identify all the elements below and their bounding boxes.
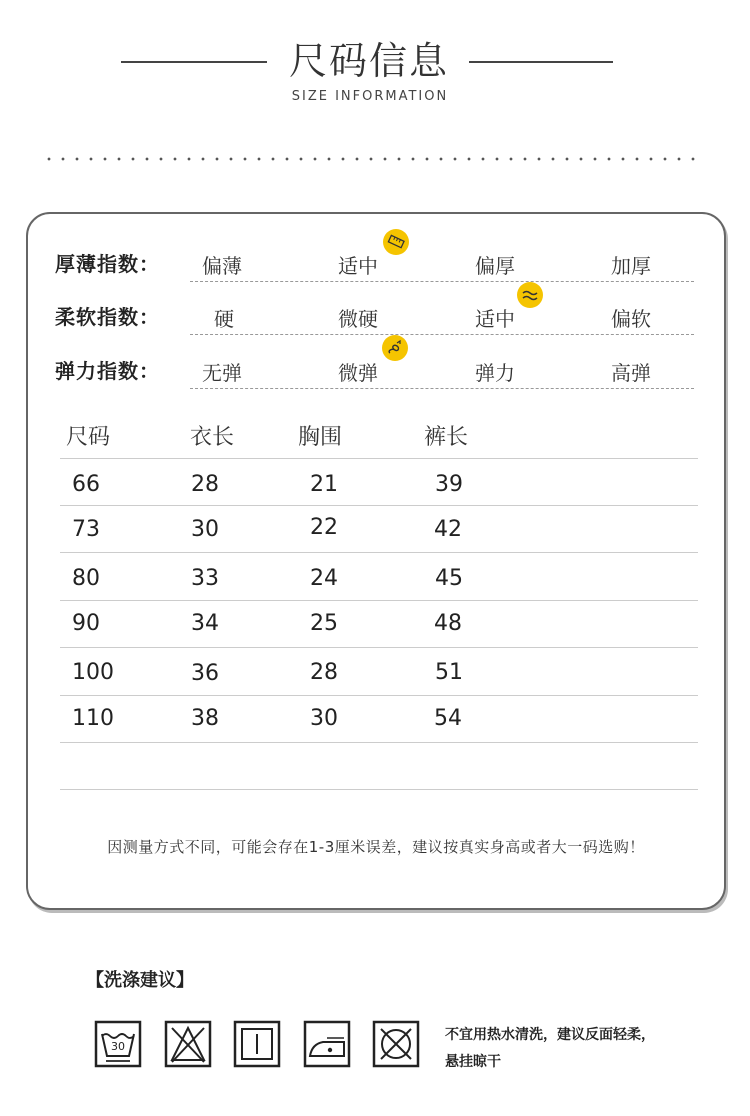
dashed-divider	[190, 281, 694, 282]
table-header-pants: 裤长	[424, 425, 469, 450]
index-row-elasticity	[28, 347, 724, 391]
index-option: 高弹	[611, 361, 651, 385]
index-option: 偏厚	[475, 254, 515, 278]
table-divider	[60, 505, 698, 506]
cell-length: 36	[191, 661, 219, 686]
cell-pants: 45	[435, 566, 463, 591]
cell-size: 73	[72, 517, 100, 542]
ruler-icon	[383, 229, 409, 255]
index-row-softness	[28, 293, 724, 337]
no-bleach-icon	[164, 1020, 212, 1068]
index-option: 微弹	[338, 361, 378, 385]
wave-icon	[517, 282, 543, 308]
table-header-chest: 胸围	[298, 425, 343, 450]
page-title: 尺码信息	[288, 39, 449, 83]
index-option: 偏软	[611, 307, 651, 331]
table-header-size: 尺码	[66, 425, 111, 450]
wash-temp-label: 30	[111, 1040, 125, 1053]
cell-chest: 30	[310, 706, 338, 731]
index-label: 柔软指数：	[55, 305, 160, 329]
index-option: 微硬	[338, 307, 378, 331]
index-option: 适中	[338, 254, 378, 278]
table-divider	[60, 600, 698, 601]
cell-length: 34	[191, 611, 219, 636]
index-option: 适中	[475, 307, 515, 331]
index-row-thickness	[28, 240, 724, 284]
cell-size: 80	[72, 566, 100, 591]
table-divider	[60, 552, 698, 553]
cell-chest: 24	[310, 566, 338, 591]
index-label: 厚薄指数：	[55, 252, 160, 276]
cell-size: 90	[72, 611, 100, 636]
table-divider	[60, 789, 698, 790]
index-option: 弹力	[475, 361, 515, 385]
cell-size: 110	[72, 706, 114, 731]
low-iron-icon	[303, 1020, 351, 1068]
wash-text-line2: 悬挂晾干	[445, 1054, 501, 1070]
wash-text-line1: 不宜用热水清洗，建议反面轻柔，	[445, 1027, 655, 1043]
dotted-divider	[42, 156, 702, 162]
cell-chest: 22	[310, 515, 338, 540]
table-divider	[60, 458, 698, 459]
cell-size: 66	[72, 472, 100, 497]
dashed-divider	[190, 334, 694, 335]
table-divider	[60, 695, 698, 696]
title-right-line	[469, 61, 613, 63]
cell-pants: 48	[434, 611, 462, 636]
index-option: 硬	[214, 307, 234, 331]
no-dry-clean-icon	[372, 1020, 420, 1068]
index-option: 无弹	[202, 361, 242, 385]
size-card	[26, 212, 726, 910]
wash-title: 【洗涤建议】	[86, 970, 194, 991]
table-header-length: 衣长	[190, 425, 235, 450]
title-left-line	[121, 61, 267, 63]
cell-length: 30	[191, 517, 219, 542]
cell-pants: 54	[434, 706, 462, 731]
cell-length: 33	[191, 566, 219, 591]
dashed-divider	[190, 388, 694, 389]
cell-size: 100	[72, 660, 114, 685]
index-label: 弹力指数：	[55, 359, 160, 383]
cell-chest: 21	[310, 472, 338, 497]
measurement-note: 因测量方式不同，可能会存在1-3厘米误差，建议按真实身高或者大一码选购！	[107, 838, 645, 856]
cell-pants: 39	[435, 472, 463, 497]
table-divider	[60, 742, 698, 743]
cell-chest: 28	[310, 660, 338, 685]
index-option: 加厚	[611, 254, 651, 278]
cell-chest: 25	[310, 611, 338, 636]
cell-length: 28	[191, 472, 219, 497]
spring-icon	[382, 335, 408, 361]
page-subtitle: SIZE INFORMATION	[291, 89, 449, 104]
cell-length: 38	[191, 706, 219, 731]
line-dry-icon	[233, 1020, 281, 1068]
wash-30-icon	[94, 1020, 142, 1068]
cell-pants: 42	[434, 517, 462, 542]
table-divider	[60, 647, 698, 648]
cell-pants: 51	[435, 660, 463, 685]
index-option: 偏薄	[202, 254, 242, 278]
